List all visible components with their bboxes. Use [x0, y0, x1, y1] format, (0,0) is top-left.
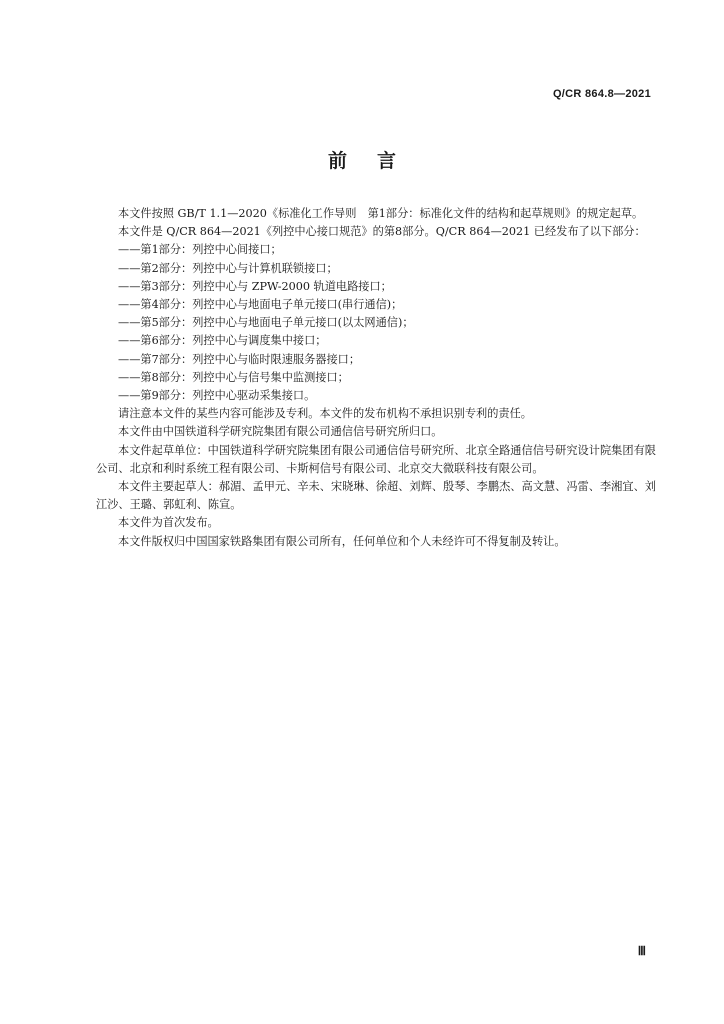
list-item: ——第3部分：列控中心与 ZPW-2000 轨道电路接口；: [118, 279, 392, 293]
page-number: Ⅲ: [637, 944, 646, 958]
parts-list: [96, 241, 656, 405]
paragraph-series-intro: 本文件是 Q/CR 864—2021《列控中心接口规范》的第8部分。Q/CR 864—2021 已经发布了以下部分：: [118, 225, 646, 239]
list-item: ——第5部分：列控中心与地面电子单元接口(以太网通信)；: [118, 316, 414, 330]
list-item: ——第6部分：列控中心与调度集中接口；: [118, 334, 327, 348]
paragraph-first-release: 本文件为首次发布。: [118, 516, 219, 530]
paragraph-drafters: 本文件主要起草人：郝湄、孟甲元、辛未、宋晓琳、徐超、刘辉、殷琴、李鹏杰、高文慧、冯雷、李湘宜、刘江沙、王璐、郭虹利、陈宣。: [96, 480, 656, 512]
list-item: ——第4部分：列控中心与地面电子单元接口(串行通信)；: [118, 298, 403, 312]
paragraph-drafting-rules: 本文件按照 GB/T 1.1—2020《标准化工作导则 第1部分：标准化文件的结构和起草规则》的规定起草。: [118, 207, 644, 220]
list-item: ——第7部分：列控中心与临时限速服务器接口；: [118, 352, 361, 366]
list-item: ——第8部分：列控中心与信号集中监测接口；: [118, 370, 349, 384]
page-title: 前言: [327, 150, 426, 172]
standard-code: Q/CR 864.8—2021: [552, 88, 651, 100]
list-item: ——第1部分：列控中心间接口；: [118, 243, 282, 257]
paragraph-patent-notice: 请注意本文件的某些内容可能涉及专利。本文件的发布机构不承担识别专利的责任。: [118, 407, 532, 421]
list-item: ——第2部分：列控中心与计算机联锁接口；: [118, 261, 338, 275]
paragraph-drafting-units: 本文件起草单位：中国铁道科学研究院集团有限公司通信信号研究所、北京全路通信信号研究设计院集团有限公司、北京和利时系统工程有限公司、卡斯柯信号有限公司、北京交大微联科技有限公司。: [96, 443, 656, 475]
list-item: ——第9部分：列控中心驱动采集接口。: [118, 389, 316, 403]
paragraph-proposer: 本文件由中国铁道科学研究院集团有限公司通信信号研究所归口。: [118, 425, 443, 439]
paragraph-copyright: 本文件版权归中国国家铁路集团有限公司所有，任何单位和个人未经许可不得复制及转让。: [118, 534, 566, 548]
document-body: [96, 205, 656, 551]
